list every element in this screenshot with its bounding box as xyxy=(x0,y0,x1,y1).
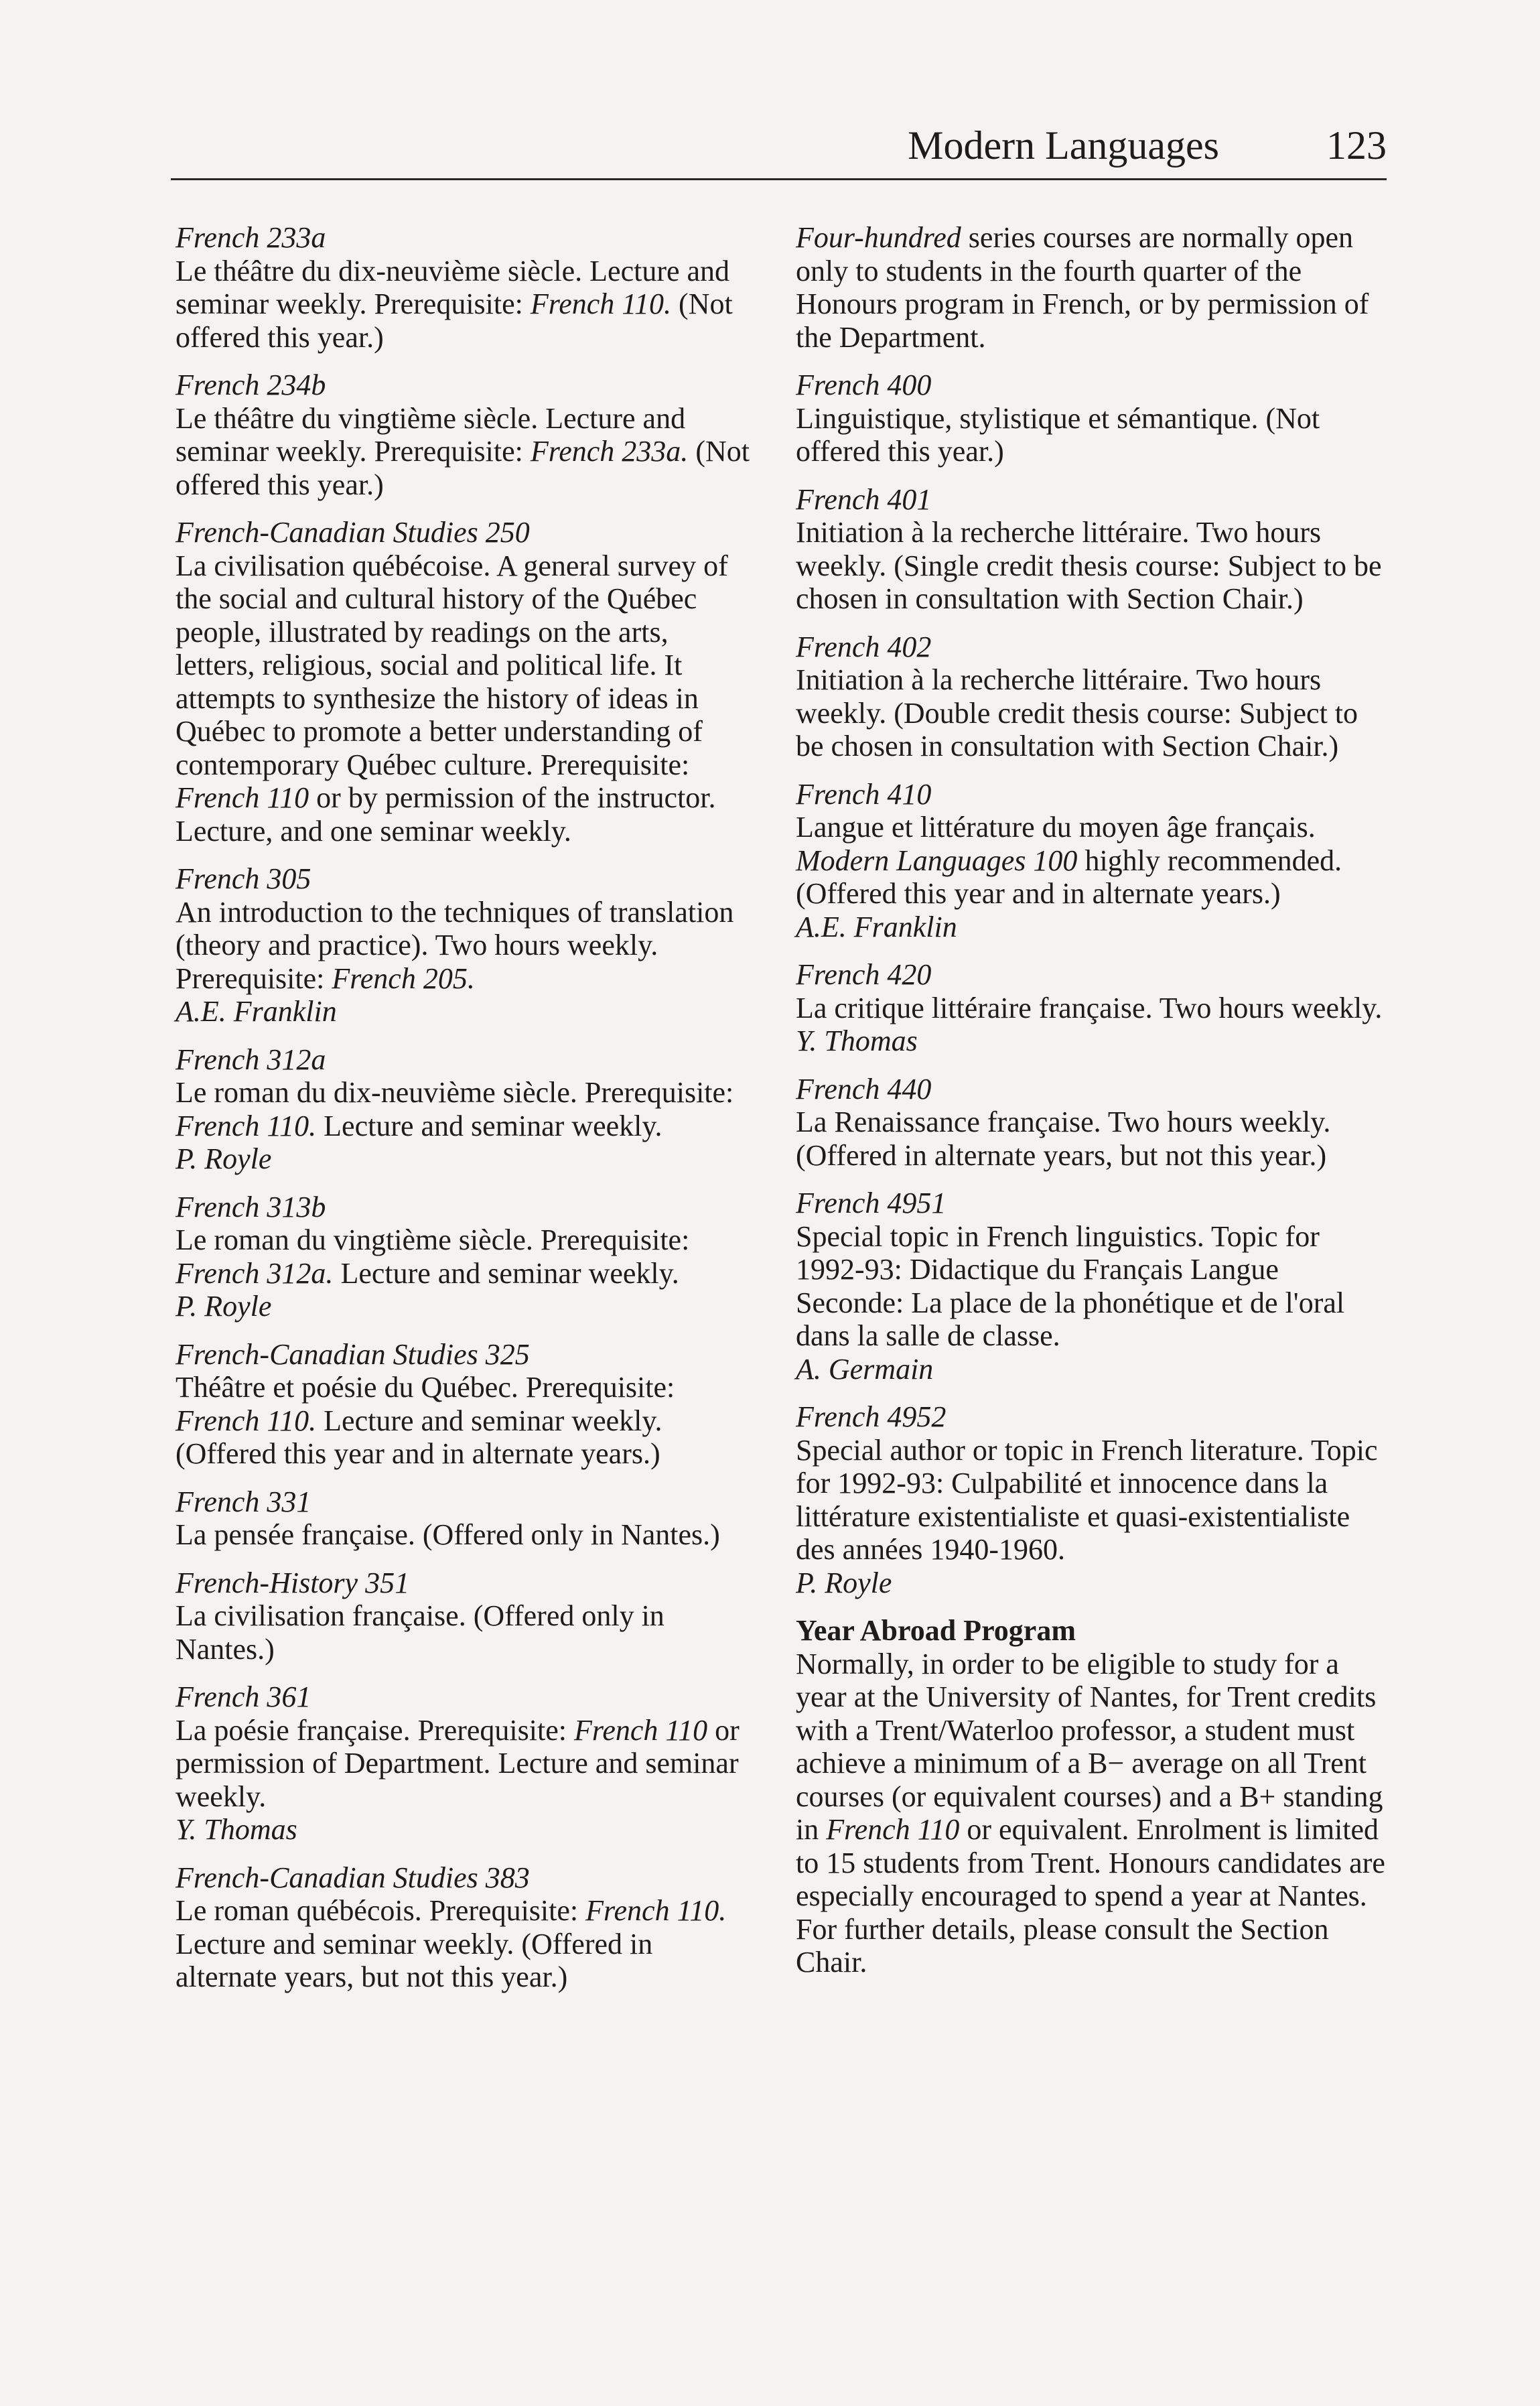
prerequisite-course: French 110. xyxy=(176,1109,317,1142)
course-entry xyxy=(176,1485,752,1552)
prerequisite-course: French 110 xyxy=(573,1713,708,1747)
prerequisite-course: French 110. xyxy=(530,287,672,320)
course-description: Langue et littérature du moyen âge français. Modern Languages 100 highly recommended. (Offered this year and in alternate years.) xyxy=(796,811,1342,910)
course-entry xyxy=(796,1400,1385,1599)
course-description: Linguistique, stylistique et sémantique. (Not offered this year.) xyxy=(796,401,1320,468)
prerequisite-course: French 110 xyxy=(176,781,309,814)
instructor-name: P. Royle xyxy=(176,1290,272,1323)
year-abroad-heading: Year Abroad Program xyxy=(796,1614,1076,1647)
course-reference: French 110 xyxy=(826,1813,960,1846)
course-entry xyxy=(796,369,1385,468)
course-entry xyxy=(176,1861,752,1994)
course-entry xyxy=(176,1338,752,1471)
course-entry xyxy=(176,221,752,354)
course-title: French 401 xyxy=(796,482,932,516)
course-entry xyxy=(796,1187,1385,1386)
four-hundred-series-note: Four-hundred series courses are normally open only to students in the fourth quarter of the Honours program in French, or by permission of the Department. xyxy=(796,221,1369,354)
course-title: French 312a xyxy=(176,1043,326,1076)
prerequisite-course: French 312a. xyxy=(176,1256,334,1290)
prerequisite-course: French 110. xyxy=(585,1894,727,1927)
course-title: French 402 xyxy=(796,630,932,663)
course-title: French 410 xyxy=(796,777,932,811)
course-description: Théâtre et poésie du Québec. Prerequisite: French 110. Lecture and seminar weekly. (Offered this year and in alternate years.) xyxy=(176,1371,675,1470)
course-description: Le roman du dix-neuvième siècle. Prerequisite: French 110. Lecture and seminar weekly. xyxy=(176,1076,734,1142)
course-title: French 305 xyxy=(176,862,311,895)
course-title: French 361 xyxy=(176,1680,311,1713)
course-description: An introduction to the techniques of translation (theory and practice). Two hours weekly. Prerequisite: French 205. xyxy=(176,895,734,995)
course-entry xyxy=(796,778,1385,944)
course-entry xyxy=(796,483,1385,616)
instructor-name: P. Royle xyxy=(796,1566,892,1599)
prerequisite-course: French 233a. xyxy=(530,435,689,468)
course-entry xyxy=(796,630,1385,763)
prerequisite-course: French 110. xyxy=(176,1404,317,1437)
right-column xyxy=(796,221,1385,1979)
course-title: French-History 351 xyxy=(176,1566,410,1599)
course-description: Le roman québécois. Prerequisite: French 110. Lecture and seminar weekly. (Offered in alternate years, but not this year.) xyxy=(176,1894,727,1993)
course-title: French 420 xyxy=(796,958,932,991)
course-description: Initiation à la recherche littéraire. Two hours weekly. (Single credit thesis course: Subject to be chosen in consultation with Section Chair.) xyxy=(796,516,1382,615)
instructor-name: Y. Thomas xyxy=(796,1024,918,1057)
course-entry xyxy=(176,1191,752,1323)
course-description: Initiation à la recherche littéraire. Two hours weekly. (Double credit thesis course: Subject to be chosen in consultation with Section Chair.) xyxy=(796,663,1358,762)
page-number: 123 xyxy=(1326,123,1387,168)
course-title: French 331 xyxy=(176,1485,311,1518)
course-description: La poésie française. Prerequisite: French 110 or permission of Department. Lecture and seminar weekly. xyxy=(176,1713,740,1813)
course-title: French 233a xyxy=(176,221,326,254)
instructor-name: A.E. Franklin xyxy=(176,995,337,1028)
course-description: La civilisation française. (Offered only in Nantes.) xyxy=(176,1599,664,1666)
year-abroad-text: Normally, in order to be eligible to study for a year at the University of Nantes, for Trent credits with a Trent/Waterloo professor, a student must achieve a minimum of a B− average on all Trent courses (or equivalent courses) and a B+ standing in French 110 or equivalent. Enrolment is limited to 15 students from Trent. Honours candidates are especially encouraged to spend a year at Nantes. For further details, please consult the Section Chair. xyxy=(796,1647,1385,1979)
recommended-course: Modern Languages 100 xyxy=(796,844,1078,877)
course-entry xyxy=(176,1043,752,1176)
course-entry xyxy=(796,1073,1385,1173)
course-title: French 440 xyxy=(796,1072,932,1106)
course-entry xyxy=(176,1680,752,1847)
course-entry xyxy=(176,369,752,501)
course-description: Le théâtre du vingtième siècle. Lecture and seminar weekly. Prerequisite: French 233a. (Not offered this year.) xyxy=(176,401,750,501)
left-column xyxy=(176,221,752,2009)
running-head xyxy=(171,121,1387,180)
course-description: Special topic in French linguistics. Topic for 1992-93: Didactique du Français Langue Seconde: La place de la phonétique et de l'oral dans la salle de classe. xyxy=(796,1219,1345,1352)
course-entry xyxy=(176,1566,752,1666)
course-title: French 400 xyxy=(796,369,932,401)
course-title: French-Canadian Studies 383 xyxy=(176,1861,530,1894)
course-title: French 4951 xyxy=(796,1187,947,1219)
course-title: French-Canadian Studies 325 xyxy=(176,1337,530,1371)
course-description: Le roman du vingtième siècle. Prerequisite: French 312a. Lecture and seminar weekly. xyxy=(176,1223,690,1290)
course-title: French 313b xyxy=(176,1190,326,1223)
instructor-name: A. Germain xyxy=(796,1352,934,1386)
course-description: La pensée française. (Offered only in Nantes.) xyxy=(176,1518,720,1551)
course-description: Le théâtre du dix-neuvième siècle. Lecture and seminar weekly. Prerequisite: French 110. (Not offered this year.) xyxy=(176,254,733,354)
section-title: Modern Languages xyxy=(908,123,1219,168)
course-title: French 234b xyxy=(176,369,326,401)
instructor-name: Y. Thomas xyxy=(176,1813,297,1846)
course-description: La Renaissance française. Two hours weekly. (Offered in alternate years, but not this year.) xyxy=(796,1106,1331,1172)
course-entry xyxy=(176,862,752,1028)
instructor-name: A.E. Franklin xyxy=(796,910,957,943)
instructor-name: P. Royle xyxy=(176,1142,272,1175)
course-description: La critique littéraire française. Two hours weekly. xyxy=(796,991,1383,1024)
course-title: French-Canadian Studies 250 xyxy=(176,516,530,549)
course-entry xyxy=(176,516,752,848)
prerequisite-course: French 205. xyxy=(332,961,475,995)
course-entry xyxy=(796,958,1385,1058)
course-description: Special author or topic in French literature. Topic for 1992-93: Culpabilité et innocence dans la littérature existentialiste et quasi-existentialiste des années 1940-1960. xyxy=(796,1433,1378,1566)
course-title: French 4952 xyxy=(796,1400,947,1433)
course-description: La civilisation québécoise. A general survey of the social and cultural history of the Québec people, illustrated by readings on the arts, letters, religious, social and political life. It attempts to synthesize the history of ideas in Québec to promote a better understanding of contemporary Québec culture. Prerequisite: French 110 or by permission of the instructor. Lecture, and one seminar weekly. xyxy=(176,549,728,848)
